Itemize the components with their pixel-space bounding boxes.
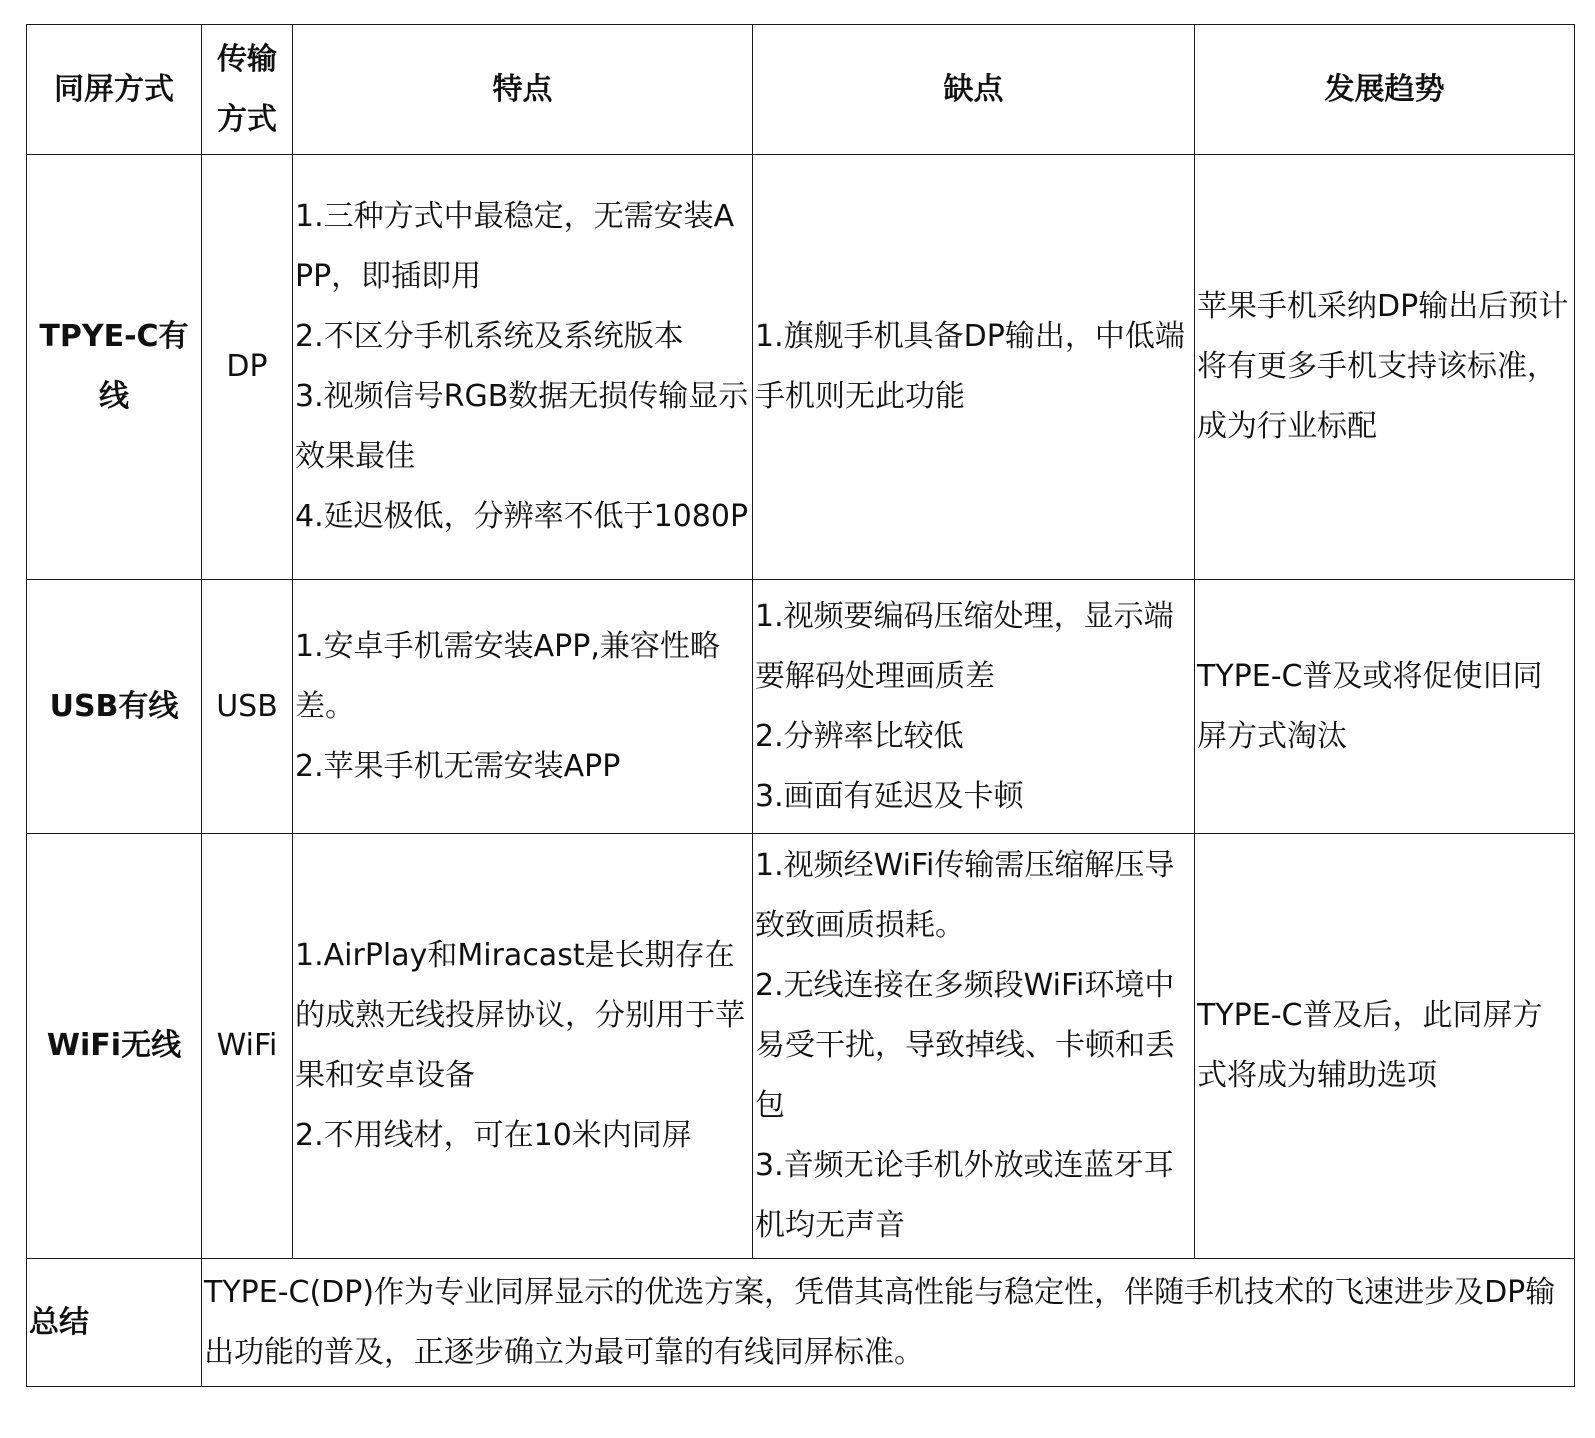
header-features: 特点	[293, 25, 753, 155]
header-transfer-line2: 方式	[217, 101, 277, 137]
drawback-item: 2.分辨率比较低	[755, 718, 964, 754]
header-method: 同屏方式	[27, 25, 202, 155]
features-cell	[293, 155, 753, 580]
trend-cell: 苹果手机采纳DP输出后预计将有更多手机支持该标准，成为行业标配	[1195, 155, 1575, 580]
features-cell	[293, 834, 753, 1259]
method-name-line1: TPYE-C有	[39, 319, 189, 354]
summary-label: 总结	[27, 1259, 202, 1387]
drawbacks-cell	[753, 580, 1195, 834]
summary-text: TYPE-C(DP)作为专业同屏显示的优选方案，凭借其高性能与稳定性，伴随手机技术的飞速进步及DP输出功能的普及，正逐步确立为最可靠的有线同屏标准。	[202, 1259, 1575, 1387]
table-row-wifi	[27, 834, 1575, 1259]
drawbacks-cell	[753, 834, 1195, 1259]
method-cell	[27, 155, 202, 580]
drawback-item: 1.视频要编码压缩处理，显示端要解码处理画质差	[755, 598, 1174, 694]
table-row-usb	[27, 580, 1575, 834]
transfer-cell: DP	[202, 155, 293, 580]
header-drawbacks: 缺点	[753, 25, 1195, 155]
feature-item: 1.三种方式中最稳定，无需安装APP，即插即用	[295, 199, 735, 294]
drawbacks-cell	[753, 155, 1195, 580]
feature-item: 1.AirPlay和Miracast是长期存在的成熟无线投屏协议，分别用于苹果和安卓设备	[295, 938, 745, 1093]
feature-item: 2.苹果手机无需安装APP	[295, 748, 621, 784]
drawback-item: 1.旗舰手机具备DP输出，中低端手机则无此功能	[755, 319, 1185, 414]
features-cell	[293, 580, 753, 834]
summary-row	[27, 1259, 1575, 1387]
feature-item: 3.视频信号RGB数据无损传输显示效果最佳	[295, 379, 749, 474]
drawback-item: 2.无线连接在多频段WiFi环境中易受干扰，导致掉线、卡顿和丢包	[755, 968, 1175, 1123]
transfer-cell: WiFi	[202, 834, 293, 1259]
method-name-line2: 线	[99, 379, 129, 414]
header-transfer-line1: 传输	[217, 41, 277, 77]
drawback-item: 3.画面有延迟及卡顿	[755, 778, 1024, 814]
drawback-item: 1.视频经WiFi传输需压缩解压导致致画质损耗。	[755, 848, 1175, 943]
feature-item: 2.不用线材，可在10米内同屏	[295, 1118, 692, 1153]
header-trend: 发展趋势	[1195, 25, 1575, 155]
table-row-typec	[27, 155, 1575, 580]
feature-item: 4.延迟极低，分辨率不低于1080P	[295, 499, 749, 534]
feature-item: 2.不区分手机系统及系统版本	[295, 319, 684, 354]
transfer-cell: USB	[202, 580, 293, 834]
feature-item: 1.安卓手机需安装APP,兼容性略差。	[295, 628, 720, 724]
trend-cell: TYPE-C普及或将促使旧同屏方式淘汰	[1195, 580, 1575, 834]
method-cell: WiFi无线	[27, 834, 202, 1259]
header-row	[27, 25, 1575, 155]
comparison-table	[26, 24, 1575, 1387]
trend-cell: TYPE-C普及后，此同屏方式将成为辅助选项	[1195, 834, 1575, 1259]
header-transfer	[202, 25, 293, 155]
drawback-item: 3.音频无论手机外放或连蓝牙耳机均无声音	[755, 1148, 1174, 1243]
method-cell: USB有线	[27, 580, 202, 834]
